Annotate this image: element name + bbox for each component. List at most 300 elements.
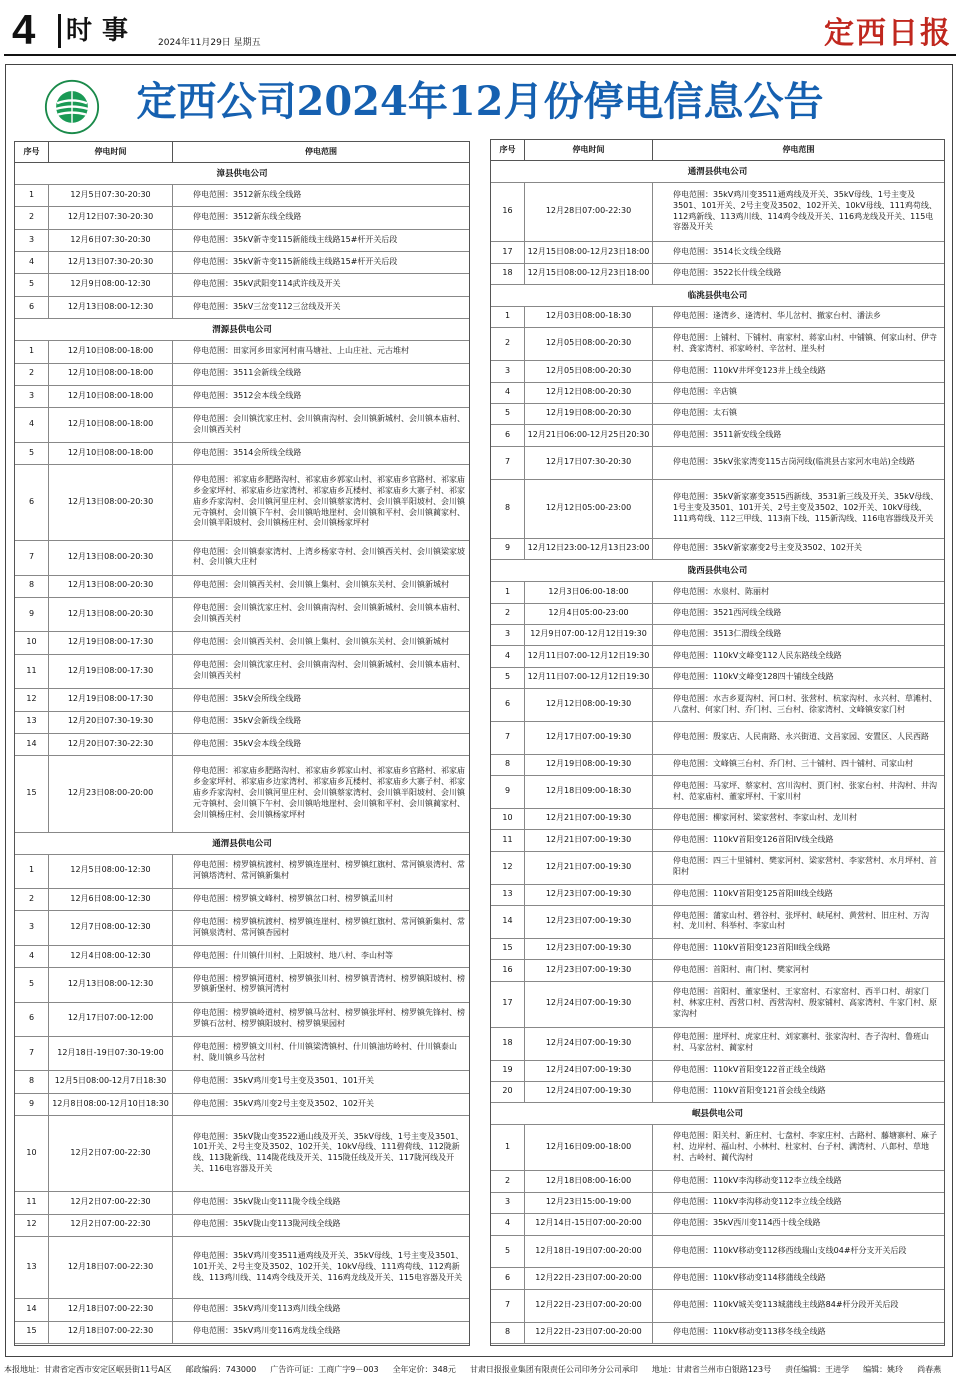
table-row [15, 184, 469, 207]
outage-time: 12月12日07:30-20:30 [49, 206, 173, 228]
outage-scope: 停电范围：文峰镇三台村、乔门村、三十铺村、四十铺村、司家山村 [673, 759, 913, 769]
outage-time: 12月17日07:00-19:30 [525, 721, 653, 754]
outage-time: 12月18日07:00-22:30 [49, 1321, 173, 1343]
table-row [15, 251, 469, 274]
header-time: 停电时间 [525, 140, 653, 160]
outage-time: 12月17日07:00-12:00 [49, 1002, 173, 1036]
row-number: 11 [15, 1191, 49, 1213]
table-row [15, 688, 469, 711]
row-number: 7 [491, 721, 525, 754]
outage-time: 12月24日07:00-19:30 [525, 1081, 653, 1102]
table-row [491, 775, 944, 809]
outage-time: 12月22日-23日07:00-20:00 [525, 1267, 653, 1288]
row-number: 4 [15, 251, 49, 273]
table-row [15, 733, 469, 756]
outage-time: 12月5日08:00-12:30 [49, 854, 173, 888]
table-row [491, 624, 944, 646]
outage-scope: 停电范围：祁家庙乡肥路沟村、祁家庙乡郭家山村、祁家庙乡官路村、祁家庙乡金家坪村、祁家庙乡边家湾村、祁家庙乡瓦楼村、祁家庙乡大寨子村、祁家庙乡乔家沟村、会川镇河里庄村、会川镇蔡家湾村、会川镇半阳坡村、会川镇元寺镇村、会川镇下午村、会川镇哈地崖村、会川镇和平村、会川镇蔺家村、会川镇杨庄村、会川镇杨家坪村 [193, 766, 465, 819]
outage-scope: 停电范围：榜罗镇岭道村、榜罗镇马岔村、榜罗镇张坪村、榜罗镇先锋村、榜罗镇石岔村、榜罗镇阳坡村、榜罗镇果园村 [193, 1008, 465, 1028]
outage-scope: 停电范围：上铺村、下铺村、南家村、蒋家山村、中铺镇、何家山村、伊寺村、龚家湾村、祁家岭村、辛岔村、崖头村 [673, 333, 937, 353]
outage-time: 12月13日08:00-20:30 [49, 464, 173, 540]
outage-scope: 停电范围：110kV李沟移动变112李立线全线路 [673, 1197, 842, 1207]
table-row [491, 581, 944, 603]
company-group-heading: 漳县供电公司 [15, 162, 469, 185]
table-row [15, 407, 469, 442]
outage-time: 12月11日07:00-12月12日19:30 [525, 667, 653, 688]
table-row [15, 967, 469, 1002]
outage-scope: 停电范围：35kV会新线全线路 [193, 716, 302, 726]
table-row [15, 1071, 469, 1094]
newspaper-name: 定西日报 [824, 16, 952, 51]
row-number: 6 [491, 1267, 525, 1288]
row-number: 13 [15, 711, 49, 733]
table-row [491, 645, 944, 667]
outage-time: 12月2日07:00-22:30 [49, 1191, 173, 1213]
outage-time: 12月19日08:00-20:30 [525, 403, 653, 424]
row-number: 10 [15, 632, 49, 654]
row-number: 1 [491, 581, 525, 602]
row-number: 4 [15, 945, 49, 967]
row-number: 3 [15, 385, 49, 407]
outage-scope: 停电范围：35kV陇山变113陇河线全线路 [193, 1219, 341, 1229]
outage-scope: 停电范围：110kV首阳变122首正线全线路 [673, 1064, 826, 1074]
row-number: 2 [15, 206, 49, 228]
row-number: 13 [491, 884, 525, 905]
footer-item: 责任编辑：王进学 [785, 1365, 850, 1374]
table-row [491, 306, 944, 328]
row-number: 5 [491, 1235, 525, 1268]
footer-item: 全年定价：348元 [392, 1365, 456, 1374]
row-number: 1 [15, 184, 49, 206]
outage-time: 12月18日-19日07:30-19:00 [49, 1036, 173, 1070]
outage-time: 12月5日08:00-12月7日18:30 [49, 1071, 173, 1093]
table-row [15, 206, 469, 229]
outage-scope: 停电范围：田家河乡田家河村南马塘社、上山庄社、元古堆村 [193, 346, 409, 355]
right-outage-table [490, 139, 945, 1346]
outage-scope: 停电范围：35kV陇山变3522通山线及开关、35kV母线、1号主变及3501、101开关、2号主变及3502、102开关、10kV母线、111碧荷线、112陇新线、113陇新线、114陇花线及开关、115陇任线及开关、117陇河线及开关、116电容器及开关 [193, 1131, 464, 1174]
table-row [491, 1235, 944, 1269]
footer-item: 本报地址：甘肃省定西市安定区岷县街11号A区 [4, 1365, 172, 1374]
row-number: 6 [15, 296, 49, 318]
outage-scope: 停电范围：榜罗镇杭渡村、榜罗镇连崖村、榜罗镇红旗村、常河镇泉湾村、常河镇塔湾村、常河镇新集村 [193, 859, 465, 880]
masthead-divider [58, 14, 61, 48]
row-number: 7 [491, 446, 525, 479]
table-row [491, 424, 944, 446]
footer-item: 广告许可证：工商广字9－003 [270, 1365, 379, 1374]
table-row [15, 632, 469, 655]
outage-scope: 停电范围：会川镇西关村、会川镇上集村、会川镇东关村、会川镇新城村 [193, 580, 449, 590]
outage-scope: 停电范围：什川镇什川村、上阳坡村、地八村、李山村等 [193, 950, 393, 960]
outage-scope: 停电范围：35kV鸡川变116鸡龙线全线路 [193, 1326, 341, 1336]
table-row [491, 479, 944, 539]
row-number: 18 [491, 1027, 525, 1060]
row-number: 2 [15, 888, 49, 910]
company-group-heading: 通渭县供电公司 [15, 832, 469, 855]
row-number: 7 [15, 540, 49, 574]
header-scope: 停电范围 [782, 144, 815, 154]
table-row [15, 711, 469, 734]
outage-scope: 停电范围：祁家庙乡肥路沟村、祁家庙乡郭家山村、祁家庙乡官路村、祁家庙乡金家坪村、祁家庙乡边家湾村、祁家庙乡瓦楼村、祁家庙乡大寨子村、祁家庙乡乔家沟村、会川镇河里庄村、会川镇蔡家湾村、会川镇半阳坡村、会川镇元寺镇村、会川镇下午村、会川镇哈地崖村、会川镇和平村、会川镇蔺家村、会川镇半阳坡村、会川镇杨庄村、会川镇杨家坪村 [193, 475, 465, 528]
row-number: 8 [15, 575, 49, 597]
outage-scope: 停电范围：3521西河线全线路 [673, 607, 782, 617]
table-row [491, 905, 944, 939]
table-row [15, 1002, 469, 1037]
table-row [15, 1036, 469, 1071]
row-number: 14 [15, 1298, 49, 1320]
table-row [491, 851, 944, 885]
footer-item: 邮政编码：743000 [185, 1365, 257, 1374]
outage-scope: 停电范围：35kV新家寨变3515西新线、3531新三线及开关、35kV母线、1号主变及3501、101开关、2号主变及3502、102开关、10kV母线、111鸡苟线、112三甲线、113南下线、115新沟线、116电容器线及开关 [673, 492, 939, 523]
page-footer [4, 1362, 956, 1378]
table-row [491, 446, 944, 480]
table-row [491, 667, 944, 689]
table-row [491, 938, 944, 960]
row-number: 14 [491, 905, 525, 938]
row-number: 20 [491, 1081, 525, 1102]
table-row [15, 1191, 469, 1214]
row-number: 2 [491, 1170, 525, 1191]
row-number: 3 [15, 910, 49, 944]
outage-time: 12月18日07:00-22:30 [49, 1298, 173, 1320]
outage-time: 12月05日08:00-20:30 [525, 327, 653, 360]
outage-scope: 停电范围：辛店镇 [673, 386, 737, 396]
outage-time: 12月10日08:00-18:00 [49, 385, 173, 407]
outage-time: 12月3日06:00-18:00 [525, 581, 653, 602]
row-number: 11 [15, 654, 49, 688]
outage-time: 12月13日08:00-20:30 [49, 540, 173, 574]
outage-scope: 停电范围：35kV新寺变115新能线主线路15#杆开关后段 [193, 234, 398, 244]
outage-time: 12月23日07:00-19:30 [525, 905, 653, 938]
outage-time: 12月18日07:00-22:30 [49, 1236, 173, 1298]
outage-time: 12月13日08:00-12:30 [49, 296, 173, 318]
outage-scope: 停电范围：3512新东线全线路 [193, 189, 302, 199]
outage-time: 12月21日07:00-19:30 [525, 808, 653, 829]
outage-time: 12月23日07:00-19:30 [525, 938, 653, 959]
outage-time: 12月13日08:00-20:30 [49, 575, 173, 597]
outage-time: 12月13日08:00-12:30 [49, 967, 173, 1001]
table-row [15, 854, 469, 889]
outage-time: 12月12日08:00-20:30 [525, 382, 653, 403]
outage-time: 12月4日08:00-12:30 [49, 945, 173, 967]
outage-time: 12月22日-23日07:00-20:00 [525, 1289, 653, 1322]
outage-scope: 停电范围：3522长什线全线路 [673, 267, 782, 277]
outage-scope: 停电范围：崖坪村、虎家庄村、刘家寨村、张家沟村、杏子沟村、鲁班山村、马家岔村、蔺家村 [673, 1032, 929, 1053]
table-row [491, 1267, 944, 1289]
footer-item: 编辑：姚玲 [863, 1365, 904, 1374]
outage-time: 12月9日07:00-12月12日19:30 [525, 624, 653, 645]
outage-time: 12月15日08:00-12月23日18:00 [525, 241, 653, 262]
page-number: 4 [12, 6, 36, 53]
row-number: 4 [491, 645, 525, 666]
table-row [15, 1236, 469, 1299]
table-row [491, 1170, 944, 1192]
table-row [491, 959, 944, 981]
outage-time: 12月11日07:00-12月12日19:30 [525, 645, 653, 666]
masthead-rule [4, 54, 956, 56]
outage-scope: 停电范围：会川镇泰家湾村、上湾乡杨家寺村、会川镇西关村、会川镇梁家坡村、会川镇大庄村 [193, 546, 465, 567]
outage-time: 12月18日08:00-16:00 [525, 1170, 653, 1191]
outage-time: 12月23日07:00-19:30 [525, 959, 653, 980]
row-number: 12 [491, 851, 525, 884]
table-row [491, 263, 944, 285]
row-number: 4 [491, 1213, 525, 1234]
outage-scope: 停电范围：榜罗镇河道村、榜罗镇张川村、榜罗镇青湾村、榜罗镇阳坡村、榜罗镇新堡村、榜罗镇河湾村 [193, 973, 465, 994]
row-number: 15 [491, 938, 525, 959]
company-group-heading: 通渭县供电公司 [491, 160, 944, 183]
header-time: 停电时间 [49, 142, 173, 162]
row-number: 9 [15, 597, 49, 631]
row-number: 9 [491, 775, 525, 808]
table-row [15, 1093, 469, 1116]
outage-time: 12月23日08:00-20:00 [49, 755, 173, 831]
outage-scope: 停电范围：四三十里铺村、樊家河村、梁家营村、李家营村、水月坪村、首阳村 [673, 856, 937, 877]
outage-scope: 停电范围：水泉村、陈丽村 [673, 586, 769, 596]
outage-time: 12月10日08:00-18:00 [49, 340, 173, 362]
outage-time: 12月22日-23日07:00-20:00 [525, 1322, 653, 1343]
outage-scope: 停电范围：3512新东线全线路 [193, 212, 302, 222]
outage-time: 12月12日08:00-19:30 [525, 688, 653, 721]
left-outage-table [14, 141, 470, 1346]
row-number: 5 [15, 967, 49, 1001]
outage-scope: 停电范围：逢湾乡、逢湾村、华儿岔村、撤家台村、潘法乡 [673, 311, 881, 321]
row-number: 6 [15, 1002, 49, 1036]
outage-time: 12月19日08:00-17:30 [49, 632, 173, 654]
outage-scope: 停电范围：35kV新家寨变2号主变及3502、102开关 [673, 543, 863, 553]
outage-scope: 停电范围：110kV首阳变126首阳IV线全线路 [673, 834, 834, 844]
outage-time: 12月21日07:00-19:30 [525, 829, 653, 850]
table-header [491, 140, 944, 161]
outage-time: 12月6日07:30-20:30 [49, 229, 173, 251]
row-number: 7 [15, 1036, 49, 1070]
outage-scope: 停电范围：3514长文线全线路 [673, 246, 782, 256]
outage-scope: 停电范围：35kV三岔变112三岔线及开关 [193, 301, 341, 311]
company-group-heading: 岷县供电公司 [491, 1102, 944, 1125]
outage-time: 12月10日08:00-18:00 [49, 442, 173, 464]
row-number: 10 [491, 808, 525, 829]
row-number: 5 [15, 273, 49, 295]
outage-scope: 停电范围：110kV首阳变123首阳II线全线路 [673, 943, 831, 953]
outage-time: 12月23日07:00-19:30 [525, 884, 653, 905]
table-row [491, 1322, 944, 1344]
outage-time: 12月21日07:00-19:30 [525, 851, 653, 884]
table-row [15, 363, 469, 386]
outage-scope: 停电范围：35kV陇山变111陇令线全线路 [193, 1197, 341, 1207]
outage-scope: 停电范围：110kV首阳变125首阳III线全线路 [673, 888, 833, 898]
table-row [15, 385, 469, 408]
header-no: 序号 [491, 140, 525, 160]
table-header [15, 142, 469, 163]
outage-time: 12月12日23:00-12月13日23:00 [525, 538, 653, 559]
table-row [15, 296, 469, 319]
outage-time: 12月2日07:00-22:30 [49, 1214, 173, 1236]
table-row [15, 1321, 469, 1344]
table-row [491, 808, 944, 830]
row-number: 8 [491, 754, 525, 775]
row-number: 13 [15, 1236, 49, 1298]
table-row [491, 538, 944, 560]
table-row [491, 403, 944, 425]
outage-time: 12月14日-15日07:00-20:00 [525, 1213, 653, 1234]
outage-scope: 停电范围：35kV鸡川变2号主变及3502、102开关 [193, 1098, 375, 1108]
outage-scope: 停电范围：35kV张家湾变115古岗河线(临洮县古家河水电站)全线路 [673, 456, 915, 466]
outage-time: 12月9日08:00-12:30 [49, 273, 173, 295]
outage-scope: 停电范围：35kV西川变114西十线全线路 [673, 1218, 821, 1228]
outage-scope: 停电范围：3511新安线全线路 [673, 429, 782, 439]
outage-scope: 停电范围：35kV会本线全线路 [193, 738, 302, 748]
outage-time: 12月21日06:00-12月25日20:30 [525, 424, 653, 445]
outage-scope: 停电范围：3514会所线全线路 [193, 447, 302, 457]
header-scope: 停电范围 [305, 146, 337, 156]
table-row [491, 721, 944, 755]
outage-time: 12月19日08:00-17:30 [49, 654, 173, 688]
row-number: 9 [491, 538, 525, 559]
row-number: 3 [491, 1192, 525, 1213]
row-number: 4 [491, 382, 525, 403]
outage-scope: 停电范围：35kV鸡川变3511通鸡线及开关、35kV母线、1号主变及3501、101开关、2号主变及3502、102开关、10kV母线、111鸡苟线、112鸡新线、113鸡川线、114鸡令线及开关、116鸡龙线及开关、115电容器及开关 [673, 190, 937, 232]
outage-scope: 停电范围：35kV会所线全线路 [193, 694, 302, 704]
outage-scope: 停电范围：殷家店、人民南路、永兴街道、文昌家园、安置区、人民西路 [673, 732, 929, 741]
table-row [15, 597, 469, 632]
outage-scope: 停电范围：马家坪、蔡家村、宫川沟村、贾门村、张家台村、井沟村、井沟村、范家庙村、董家坪村、干家川村 [673, 780, 937, 801]
table-row [491, 1027, 944, 1061]
outage-time: 12月10日08:00-18:00 [49, 363, 173, 385]
table-row [15, 1298, 469, 1321]
outage-time: 12月24日07:00-19:30 [525, 981, 653, 1027]
row-number: 1 [15, 854, 49, 888]
table-row [491, 327, 944, 361]
row-number: 5 [491, 403, 525, 424]
outage-scope: 停电范围：首阳村、南门村、樊家河村 [673, 964, 809, 974]
issue-date: 2024年11月29日 星期五 [158, 38, 261, 48]
row-number: 3 [15, 229, 49, 251]
outage-time: 12月8日08:00-12月10日18:30 [49, 1093, 173, 1115]
outage-time: 12月28日07:00-22:30 [525, 182, 653, 241]
row-number: 6 [491, 424, 525, 445]
outage-scope: 停电范围：水吉乡夏沟村、河口村、张营村、杭家沟村、永兴村、草滩村、八盘村、何家门村、乔门村、三台村、徐家湾村、文峰镇安家门村 [673, 693, 937, 714]
table-row [491, 382, 944, 404]
row-number: 5 [15, 442, 49, 464]
outage-scope: 停电范围：110kV井坪变123井上线全线路 [673, 365, 826, 375]
outage-scope: 停电范围：柳家河村、梁家营村、李家山村、龙川村 [673, 813, 857, 823]
table-row [15, 575, 469, 598]
row-number: 15 [15, 755, 49, 831]
outage-time: 12月24日07:00-19:30 [525, 1060, 653, 1081]
row-number: 1 [491, 1124, 525, 1170]
outage-time: 12月23日15:00-19:00 [525, 1192, 653, 1213]
outage-time: 12月18日-19日07:00-20:00 [525, 1235, 653, 1268]
company-group-heading: 陇西县供电公司 [491, 559, 944, 582]
outage-scope: 停电范围：榜罗镇杭渡村、榜罗镇连崖村、榜罗镇红旗村、常河镇新集村、常河镇泉湾村、常河镇杏园村 [193, 916, 465, 937]
outage-scope: 停电范围：蒲家山村、碧谷村、张坪村、峡尾村、黄营村、旧庄村、万沟村、龙川村、科举村、李家山村 [673, 910, 929, 931]
outage-scope: 停电范围：榜罗镇文川村、什川镇梁湾镇村、什川镇油坊岭村、什川镇泰山村、陇川镇乡马岔村 [193, 1042, 457, 1063]
table-row [491, 981, 944, 1028]
outage-time: 12月03日08:00-18:30 [525, 306, 653, 327]
company-group-heading: 临洮县供电公司 [491, 284, 944, 307]
table-row [491, 1192, 944, 1214]
outage-scope: 停电范围：首阳村、董家堡村、王家窑村、石家窑村、西半口村、胡家门村、林家庄村、西营口村、西营沟村、殷家铺村、高家湾村、牛家门村、原家沟村 [673, 987, 937, 1019]
outage-time: 12月19日08:00-19:30 [525, 754, 653, 775]
table-row [15, 442, 469, 465]
table-row [15, 273, 469, 296]
outage-scope: 停电范围：会川镇西关村、会川镇上集村、会川镇东关村、会川镇新城村 [193, 637, 449, 647]
table-row [15, 910, 469, 945]
outage-scope: 停电范围：会川镇沈家庄村、会川镇南沟村、会川镇新城村、会川镇本庙村、会川镇西关村 [193, 660, 465, 681]
table-row [491, 182, 944, 242]
row-number: 19 [491, 1060, 525, 1081]
table-row [491, 754, 944, 776]
outage-time: 12月24日07:00-19:30 [525, 1027, 653, 1060]
row-number: 3 [491, 360, 525, 381]
table-row [491, 884, 944, 906]
outage-time: 12月20日07:30-22:30 [49, 733, 173, 755]
row-number: 17 [491, 241, 525, 262]
table-row [15, 464, 469, 541]
row-number: 3 [491, 624, 525, 645]
outage-time: 12月17日07:30-20:30 [525, 446, 653, 479]
footer-item: 地址：甘肃省兰州市白银路123号 [651, 1365, 772, 1374]
table-row [15, 945, 469, 968]
row-number: 8 [491, 479, 525, 538]
section-name: 时事 [66, 16, 139, 46]
outage-scope: 停电范围：110kV移动变112移西线瑞山支线04#杆分支开关后段 [673, 1245, 907, 1255]
row-number: 6 [15, 464, 49, 540]
outage-scope: 停电范围：35kV新寺变115新能线主线路15#杆开关后段 [193, 256, 398, 266]
row-number: 10 [15, 1115, 49, 1191]
header-no: 序号 [15, 142, 49, 162]
table-row [491, 360, 944, 382]
outage-time: 12月12日05:00-23:00 [525, 479, 653, 538]
row-number: 16 [491, 182, 525, 241]
row-number: 6 [491, 688, 525, 721]
table-row [15, 888, 469, 911]
table-row [491, 829, 944, 851]
outage-time: 12月4日05:00-23:00 [525, 603, 653, 624]
row-number: 16 [491, 959, 525, 980]
outage-scope: 停电范围：110kV首阳变121首会线全线路 [673, 1086, 826, 1096]
outage-time: 12月13日08:00-20:30 [49, 597, 173, 631]
row-number: 1 [15, 340, 49, 362]
outage-time: 12月19日08:00-17:30 [49, 688, 173, 710]
table-row [15, 1115, 469, 1192]
outage-scope: 停电范围：阳关村、新庄村、七盘村、李家庄村、古路村、藤塘寨村、麻子村、边岸村、福山村、小林村、杜家村、台子村、满湾村、八郎村、草地村、古岭村、蔺代沟村 [673, 1131, 937, 1162]
outage-scope: 停电范围：35kV武阳变114武许线及开关 [193, 279, 341, 289]
company-group-heading: 渭源县供电公司 [15, 318, 469, 341]
row-number: 12 [15, 688, 49, 710]
table-row [15, 755, 469, 832]
outage-scope: 停电范围：110kV移动变113移冬线全线路 [673, 1326, 826, 1336]
table-row [491, 1213, 944, 1235]
outage-scope: 停电范围：榜罗镇文峰村、榜罗镇岔口村、榜罗镇孟川村 [193, 893, 393, 903]
outage-time: 12月13日07:30-20:30 [49, 251, 173, 273]
outage-scope: 停电范围：110kV文峰变128四十铺线全线路 [673, 671, 834, 681]
outage-time: 12月18日09:00-18:30 [525, 775, 653, 808]
table-row [491, 241, 944, 263]
outage-scope: 停电范围：110kV城关变113城蒲线主线路84#杆分段开关后段 [673, 1299, 899, 1309]
outage-scope: 停电范围：3511会新线全线路 [193, 368, 302, 378]
row-number: 8 [15, 1071, 49, 1093]
notice-title: 定西公司2024年12月份停电信息公告 [136, 78, 824, 125]
row-number: 5 [491, 667, 525, 688]
row-number: 14 [15, 733, 49, 755]
outage-time: 12月16日09:00-18:00 [525, 1124, 653, 1170]
outage-scope: 停电范围：3513仁渭线全线路 [673, 629, 782, 639]
row-number: 17 [491, 981, 525, 1027]
table-row [491, 1060, 944, 1082]
row-number: 7 [491, 1289, 525, 1322]
outage-scope: 停电范围：3512会本线全线路 [193, 390, 302, 400]
table-row [15, 1214, 469, 1237]
outage-scope: 停电范围：110kV移动变114移蒲线全线路 [673, 1272, 826, 1282]
